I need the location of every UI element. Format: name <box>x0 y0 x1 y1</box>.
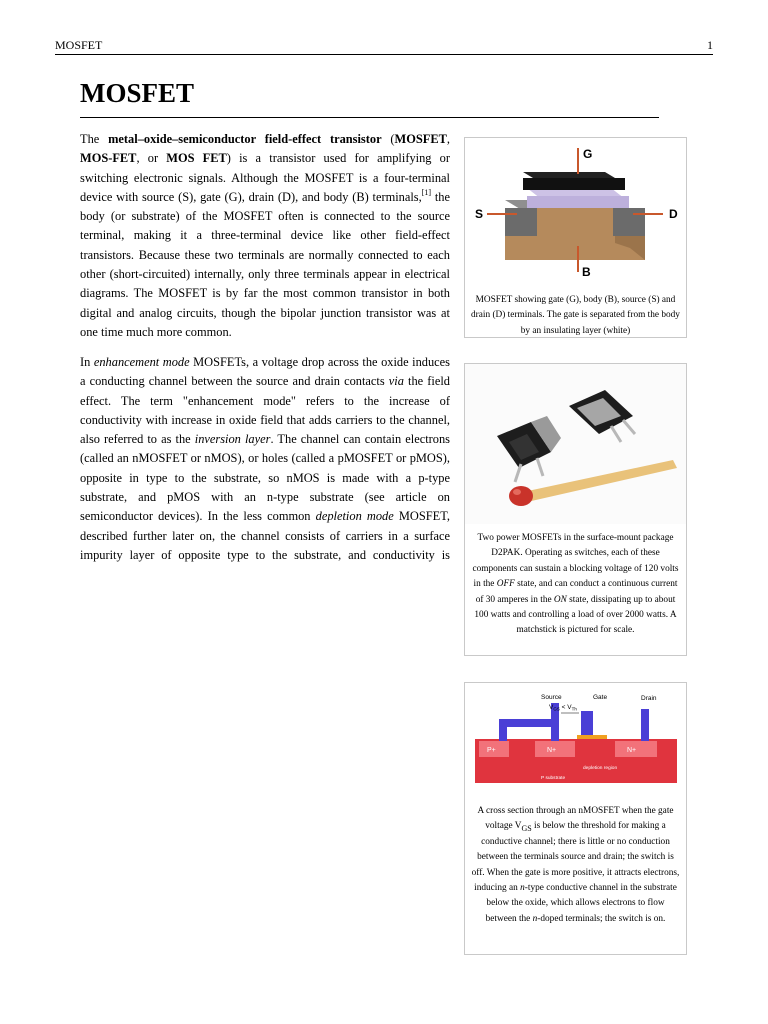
gate-contact <box>581 711 593 735</box>
label-b: B <box>582 265 591 279</box>
power-mosfets-photo <box>465 364 686 524</box>
drain-contact <box>641 709 649 741</box>
vth-subscript: Th <box>571 706 577 712</box>
text-run: In <box>80 355 94 369</box>
caption-run: state, dissipating up to about 100 watts and controlling a load of over 2000 watts. A matchstick is pictured for scale. <box>474 594 677 636</box>
label-s: S <box>475 207 484 221</box>
caption-italic: n <box>532 913 538 924</box>
text-run: , <box>446 132 450 146</box>
figure-caption <box>465 531 686 639</box>
caption-italic: OFF <box>496 579 515 590</box>
less-than-v: < V <box>559 704 572 711</box>
insulator-front <box>527 196 629 208</box>
paragraph-intro <box>80 130 450 342</box>
label-depletion-region: depletion region <box>583 766 618 771</box>
header-rule <box>55 54 713 55</box>
text-run: . The channel can contain electrons (called an nMOSFET or nMOS), or holes (called a pMOSFET or pMOS), opposite in type to the substrate, so nMOS is made with a p-type substrate, and pMOS with an n-type substrate (see article on semiconductor devices). In the less common <box>80 432 451 524</box>
page-number: 1 <box>707 38 713 52</box>
label-p-plus: P+ <box>487 747 496 754</box>
figure-nmosfet-cross-section <box>464 682 687 955</box>
label-drain: Drain <box>641 695 657 702</box>
label-n-plus-right: N+ <box>627 747 637 754</box>
bold-term: MOS FET <box>166 151 227 166</box>
bold-term: MOS-FET <box>80 151 137 166</box>
caption-run: -doped terminals; the switch is on. <box>537 913 666 924</box>
caption-run: A cross section through an nMOSFET when the gate voltage V <box>477 806 674 832</box>
paragraph-enhancement-mode <box>80 353 450 565</box>
running-header <box>55 38 713 53</box>
italic-term: enhancement mode <box>93 355 190 369</box>
label-gate: Gate <box>593 694 608 701</box>
caption-run: state, and can conduct a continuous current of 30 amperes in the <box>475 579 678 605</box>
italic-term: via <box>388 374 404 389</box>
gate-oxide <box>577 735 607 739</box>
source-contact-bridge <box>499 719 559 727</box>
text-run: the body (or substrate) of the MOSFET often is connected to the source terminal, making it a three-terminal device like other field-effect transistors. Because these two terminals are normally connected to each other (short-circuited) internally, only three terminals appear in electrical diagrams. The MOSFET is by far the most common transistor in both digital and analog circuits, though the bipolar junction transistor was at one time much more common. <box>80 189 450 339</box>
source-region <box>505 208 537 236</box>
photo-background <box>465 364 686 524</box>
figure-caption: MOSFET showing gate (G), body (B), source (S) and drain (D) terminals. The gate is separated from the body by an insulating layer (white) <box>471 295 680 336</box>
caption-run: is below the threshold for making a conductive channel; there is little or no conduction between the terminals source and drain; the switch is off. When the gate is more positive, it attracts electrons, inducing an <box>471 821 680 894</box>
reference-link[interactable]: [1] <box>421 187 432 197</box>
title-rule <box>80 117 659 118</box>
caption-italic: n <box>520 883 525 894</box>
text-run: , or <box>136 151 167 166</box>
label-n-plus-left: N+ <box>547 747 557 754</box>
label-d: D <box>669 207 678 221</box>
page-title: MOSFET <box>80 78 195 108</box>
label-source: Source <box>541 694 562 701</box>
nmosfet-cross-section-diagram <box>465 683 686 795</box>
vgs-subscript: GS <box>553 706 560 712</box>
label-g: G <box>583 147 593 161</box>
italic-term: inversion layer <box>194 432 271 447</box>
caption-run: -type conductive channel in the substrate below the oxide, which allows electrons to flow between the <box>485 883 677 924</box>
running-title: MOSFET <box>55 38 103 52</box>
caption-subscript: GS <box>521 824 532 834</box>
mosfet-structure-illustration <box>465 138 686 286</box>
caption-italic: ON <box>553 594 567 605</box>
text-run: MOSFETs, a voltage drop across the oxide induces a conducting channel between the source and drain contacts <box>80 355 450 389</box>
text-run: MOSFET, described further later on, the channel consists of carriers in a surface impurity layer of opposite type to the substrate, and conductivity is <box>80 509 450 562</box>
label-p-substrate: P substrate <box>541 776 566 781</box>
figure-power-mosfets <box>464 363 687 656</box>
drain-region <box>613 208 645 236</box>
figure-mosfet-structure <box>464 137 687 338</box>
bold-term: MOSFET <box>394 132 447 146</box>
caption-run: Two power MOSFETs in the surface-mount package D2PAK. Operating as switches, each of these components can sustain a blocking voltage of 120 volts in the <box>472 533 679 590</box>
label-vgs <box>549 704 577 712</box>
text-run: ( <box>381 132 395 146</box>
gate-front <box>523 178 625 190</box>
text-run: the field effect. The term "enhancement mode" refers to the increase of conductivity with increase in oxide field that adds carriers to the channel, also referred to as the <box>80 374 450 447</box>
bold-term: metal–oxide–semiconductor field-effect transistor <box>108 132 382 146</box>
italic-term: depletion mode <box>315 509 394 524</box>
vgs-symbol: V <box>549 704 554 711</box>
figure-caption <box>465 804 686 927</box>
text-run: The <box>80 132 109 146</box>
text-run: ) is a transistor used for amplifying or switching electronic signals. Although the MOSFET is a four-terminal device with source (S), gate (G), drain (D), and body (B) terminals, <box>80 151 450 204</box>
